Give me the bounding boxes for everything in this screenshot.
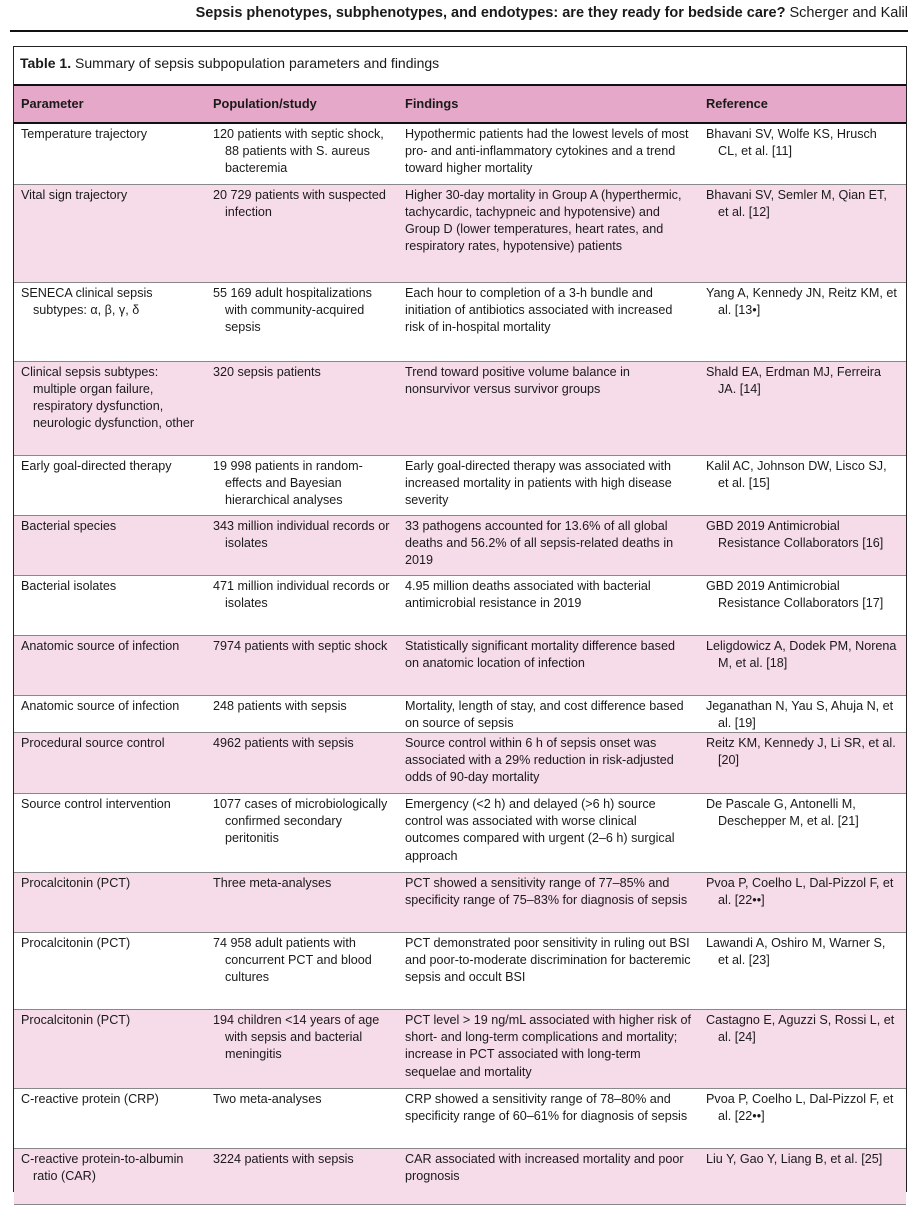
table-caption <box>20 55 439 71</box>
cell-parameter <box>14 455 206 515</box>
cell-parameter-text: Procedural source control <box>21 735 165 750</box>
cell-population <box>206 635 398 695</box>
cell-population <box>206 575 398 635</box>
cell-parameter <box>14 635 206 695</box>
cell-population <box>206 282 398 361</box>
cell-population-text: 248 patients with sepsis <box>213 698 347 713</box>
table-row <box>14 361 906 455</box>
cell-reference <box>699 932 906 1009</box>
cell-parameter <box>14 1088 206 1148</box>
cell-findings-text: Mortality, length of stay, and cost difference based on source of sepsis <box>405 698 684 730</box>
cell-findings-text: PCT showed a sensitivity range of 77–85% and specificity range of 75–83% for diagnosis of sepsis <box>405 875 688 908</box>
cell-population-text: 20 729 patients with suspected infection <box>213 187 386 219</box>
cell-population-text: Two meta-analyses <box>213 1091 322 1106</box>
cell-reference-text: Leligdowicz A, Dodek PM, Norena M, et al. [18] <box>706 638 897 670</box>
cell-parameter-text: Anatomic source of infection <box>21 698 180 713</box>
cell-findings <box>398 932 699 1009</box>
table-row <box>14 732 906 793</box>
column-header-findings: Findings <box>398 85 699 123</box>
cell-population <box>206 1088 398 1148</box>
running-header <box>10 0 908 32</box>
article-title: Sepsis phenotypes, subphenotypes, and endotypes: are they ready for bedside care? <box>195 5 786 21</box>
cell-findings-text: PCT demonstrated poor sensitivity in ruling out BSI and poor-to-moderate discrimination for bacteremic sepsis and occult BSI <box>405 935 691 985</box>
cell-parameter <box>14 1009 206 1088</box>
cell-parameter <box>14 872 206 932</box>
cell-population-text: 1077 cases of microbiologically confirmed secondary peritonitis <box>213 796 388 846</box>
column-header-population: Population/study <box>206 85 398 123</box>
cell-parameter <box>14 1148 206 1204</box>
cell-parameter <box>14 123 206 184</box>
cell-reference-text: De Pascale G, Antonelli M, Deschepper M, et al. [21] <box>706 796 859 829</box>
cell-findings <box>398 872 699 932</box>
table-row <box>14 184 906 282</box>
table-caption-text: Summary of sepsis subpopulation parameters and findings <box>74 55 440 71</box>
cell-population-text: Three meta-analyses <box>213 875 332 890</box>
cell-parameter-text: Anatomic source of infection <box>21 638 180 653</box>
cell-parameter <box>14 793 206 872</box>
article-authors: Scherger and Kalil <box>789 5 908 21</box>
cell-findings-text: Source control within 6 h of sepsis onset was associated with a 29% reduction in risk-adjusted odds of 90-day mortality <box>405 735 674 785</box>
cell-reference <box>699 1009 906 1088</box>
cell-population-text: 4962 patients with sepsis <box>213 735 354 750</box>
cell-reference <box>699 1088 906 1148</box>
cell-reference-text: GBD 2019 Antimicrobial Resistance Collaborators [17] <box>706 578 884 610</box>
cell-reference-text: Lawandi A, Oshiro M, Warner S, et al. [23] <box>706 935 886 968</box>
cell-population <box>206 695 398 732</box>
cell-findings-text: Statistically significant mortality difference based on anatomic location of infection <box>405 638 675 670</box>
cell-parameter-text: Vital sign trajectory <box>21 187 128 202</box>
cell-parameter-text: Bacterial species <box>21 518 117 533</box>
cell-reference-text: Yang A, Kennedy JN, Reitz KM, et al. [13•] <box>706 285 897 317</box>
cell-findings-text: 4.95 million deaths associated with bacterial antimicrobial resistance in 2019 <box>405 578 651 610</box>
cell-parameter-text: Procalcitonin (PCT) <box>21 1012 131 1027</box>
cell-findings <box>398 361 699 455</box>
cell-findings <box>398 184 699 282</box>
table-body <box>14 123 906 1204</box>
cell-parameter-text: C-reactive protein (CRP) <box>21 1091 159 1106</box>
table-row <box>14 1009 906 1088</box>
table-row <box>14 282 906 361</box>
table-row <box>14 1088 906 1148</box>
cell-findings-text: CRP showed a sensitivity range of 78–80% and specificity range of 60–61% for diagnosis of sepsis <box>405 1091 688 1124</box>
cell-reference <box>699 732 906 793</box>
cell-parameter-text: Source control intervention <box>21 796 171 811</box>
table-row <box>14 515 906 575</box>
cell-findings-text: Emergency (<2 h) and delayed (>6 h) source control was associated with worse clinical outcomes compared with urgent (2–6 h) surgical approach <box>405 796 675 863</box>
cell-population-text: 471 million individual records or isolates <box>213 578 390 610</box>
cell-reference <box>699 872 906 932</box>
cell-parameter-text: Procalcitonin (PCT) <box>21 875 131 890</box>
cell-parameter-text: SENECA clinical sepsis subtypes: α, β, γ, δ <box>21 285 153 317</box>
cell-findings-text: Hypothermic patients had the lowest levels of most pro- and anti-inflammatory cytokines and a trend toward higher mortality <box>405 127 689 176</box>
cell-reference-text: Shald EA, Erdman MJ, Ferreira JA. [14] <box>706 364 881 396</box>
cell-parameter <box>14 732 206 793</box>
cell-population <box>206 455 398 515</box>
column-header-reference: Reference <box>699 85 906 123</box>
cell-population <box>206 872 398 932</box>
cell-findings <box>398 1009 699 1088</box>
cell-parameter-text: Bacterial isolates <box>21 578 117 593</box>
cell-findings <box>398 455 699 515</box>
cell-reference-text: Kalil AC, Johnson DW, Lisco SJ, et al. [15] <box>706 458 887 490</box>
cell-parameter <box>14 361 206 455</box>
cell-findings <box>398 793 699 872</box>
cell-population <box>206 732 398 793</box>
cell-findings <box>398 515 699 575</box>
cell-parameter <box>14 184 206 282</box>
cell-population <box>206 361 398 455</box>
cell-parameter <box>14 282 206 361</box>
cell-population-text: 194 children <14 years of age with sepsis and bacterial meningitis <box>213 1012 380 1062</box>
cell-population-text: 7974 patients with septic shock <box>213 638 388 653</box>
cell-findings <box>398 575 699 635</box>
cell-findings <box>398 123 699 184</box>
cell-population <box>206 932 398 1009</box>
cell-population-text: 55 169 adult hospitalizations with community-acquired sepsis <box>213 285 372 334</box>
cell-findings <box>398 282 699 361</box>
table-row <box>14 575 906 635</box>
table-label: Table 1. <box>20 55 72 71</box>
cell-reference <box>699 184 906 282</box>
table-header-row <box>14 85 906 123</box>
column-header-parameter: Parameter <box>14 85 206 123</box>
cell-reference-text: Jeganathan N, Yau S, Ahuja N, et al. [19] <box>706 698 894 730</box>
cell-reference-text: Pvoa P, Coelho L, Dal-Pizzol F, et al. [22••] <box>706 1091 894 1124</box>
cell-reference <box>699 793 906 872</box>
cell-findings-text: Trend toward positive volume balance in nonsurvivor versus survivor groups <box>405 364 630 396</box>
cell-population <box>206 793 398 872</box>
cell-reference <box>699 575 906 635</box>
table-row <box>14 872 906 932</box>
table-row <box>14 455 906 515</box>
cell-reference <box>699 635 906 695</box>
cell-parameter-text: Early goal-directed therapy <box>21 458 172 473</box>
cell-parameter-text: Procalcitonin (PCT) <box>21 935 131 950</box>
cell-findings-text: 33 pathogens accounted for 13.6% of all global deaths and 56.2% of all sepsis-related deaths in 2019 <box>405 518 674 567</box>
cell-population-text: 74 958 adult patients with concurrent PCT and blood cultures <box>213 935 372 985</box>
cell-reference <box>699 515 906 575</box>
cell-reference <box>699 1148 906 1204</box>
cell-parameter <box>14 575 206 635</box>
cell-parameter-text: Clinical sepsis subtypes: multiple organ failure, respiratory dysfunction, neurologic dysfunction, other <box>21 364 195 431</box>
cell-reference <box>699 695 906 732</box>
cell-reference-text: Liu Y, Gao Y, Liang B, et al. [25] <box>706 1151 883 1166</box>
table-row <box>14 635 906 695</box>
cell-population-text: 320 sepsis patients <box>213 364 321 379</box>
cell-findings-text: Each hour to completion of a 3-h bundle and initiation of antibiotics associated with increased risk of in-hospital mortality <box>405 285 673 334</box>
cell-reference-text: Castagno E, Aguzzi S, Rossi L, et al. [24] <box>706 1012 895 1045</box>
cell-population-text: 3224 patients with sepsis <box>213 1151 354 1166</box>
cell-population <box>206 1009 398 1088</box>
cell-reference <box>699 282 906 361</box>
cell-findings <box>398 695 699 732</box>
cell-reference-text: Reitz KM, Kennedy J, Li SR, et al. [20] <box>706 735 896 768</box>
table-row <box>14 695 906 732</box>
cell-findings <box>398 732 699 793</box>
table-row <box>14 1148 906 1204</box>
cell-parameter-text: Temperature trajectory <box>21 127 147 141</box>
cell-population <box>206 184 398 282</box>
cell-population <box>206 515 398 575</box>
table-row <box>14 123 906 184</box>
cell-population-text: 120 patients with septic shock, 88 patients with S. aureus bacteremia <box>213 127 384 176</box>
cell-reference-text: Pvoa P, Coelho L, Dal-Pizzol F, et al. [22••] <box>706 875 894 908</box>
cell-reference <box>699 361 906 455</box>
cell-findings <box>398 1148 699 1204</box>
cell-parameter-text: C-reactive protein-to-albumin ratio (CAR) <box>21 1151 184 1184</box>
cell-findings-text: Early goal-directed therapy was associated with increased mortality in patients with high disease severity <box>405 458 672 507</box>
cell-population-text: 343 million individual records or isolates <box>213 518 390 550</box>
cell-reference-text: GBD 2019 Antimicrobial Resistance Collaborators [16] <box>706 518 884 550</box>
cell-population-text: 19 998 patients in random-effects and Bayesian hierarchical analyses <box>213 458 363 507</box>
table-frame <box>13 46 907 1192</box>
cell-parameter <box>14 515 206 575</box>
cell-findings <box>398 1088 699 1148</box>
cell-population <box>206 1148 398 1204</box>
cell-findings-text: Higher 30-day mortality in Group A (hyperthermic, tachycardic, tachypneic and hypotensive) and Group D (lower temperatures, heart rates, and respiratory rates, hypotensive) patients <box>405 187 682 254</box>
cell-reference-text: Bhavani SV, Semler M, Qian ET, et al. [12] <box>706 187 887 219</box>
summary-table <box>14 84 906 1205</box>
cell-findings <box>398 635 699 695</box>
cell-reference <box>699 455 906 515</box>
cell-findings-text: PCT level > 19 ng/mL associated with higher risk of short- and long-term complications and mortality; increase in PCT associated with long-term sequelae and mortality <box>405 1012 691 1079</box>
cell-reference <box>699 123 906 184</box>
cell-parameter <box>14 695 206 732</box>
cell-reference-text: Bhavani SV, Wolfe KS, Hrusch CL, et al. [11] <box>706 127 877 159</box>
table-row <box>14 932 906 1009</box>
cell-parameter <box>14 932 206 1009</box>
table-row <box>14 793 906 872</box>
cell-findings-text: CAR associated with increased mortality and poor prognosis <box>405 1151 684 1184</box>
cell-population <box>206 123 398 184</box>
